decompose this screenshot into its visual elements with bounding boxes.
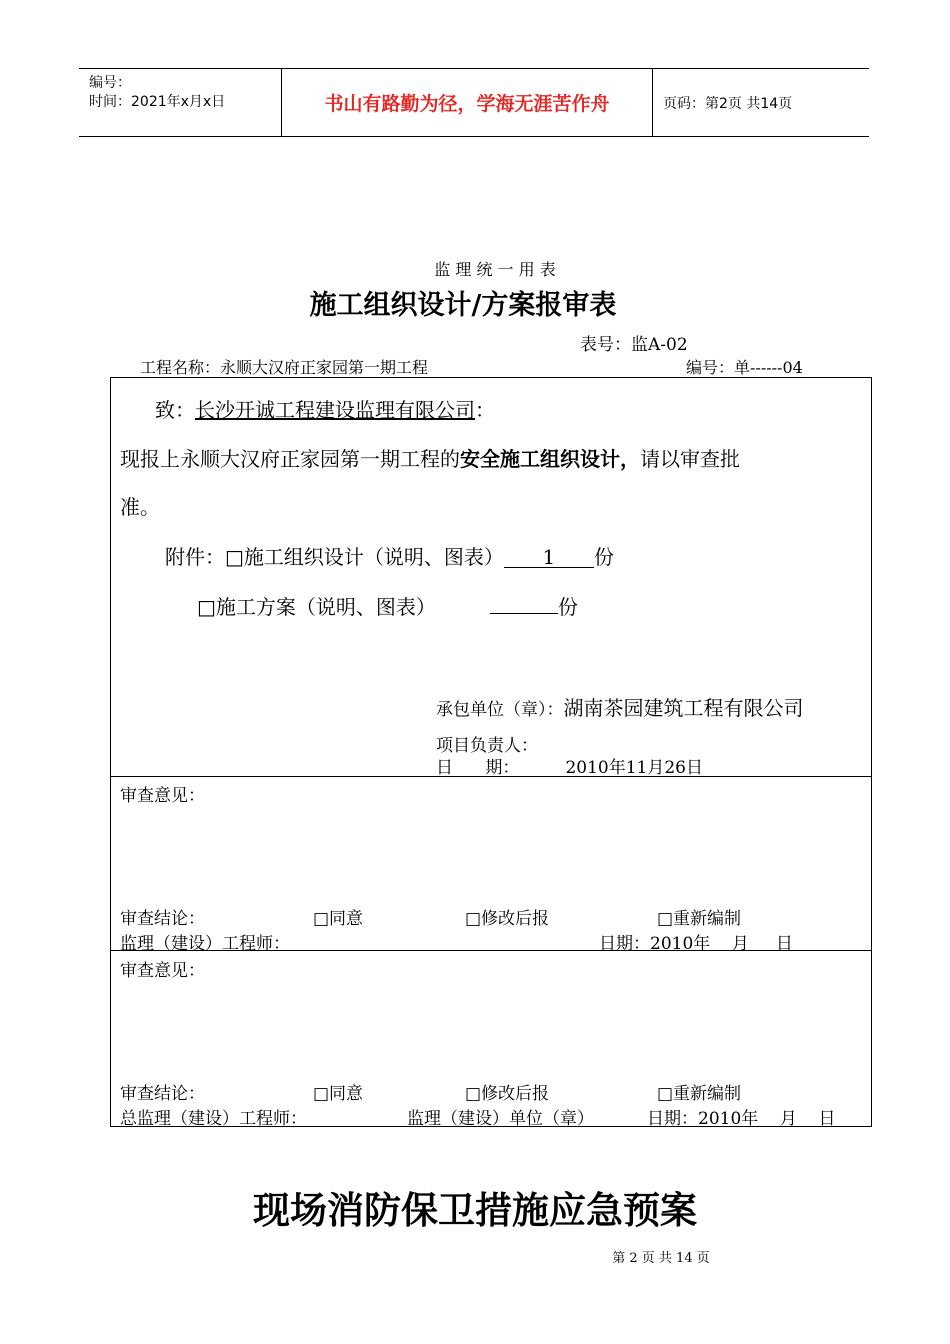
- page-header: [79, 68, 869, 137]
- attachment-1: 附件：□施工组织设计（说明、图表） 1 份: [165, 545, 614, 569]
- addressee-company: 长沙开诚工程建设监理有限公司: [195, 398, 475, 422]
- option-redo: □重新编制: [657, 1084, 742, 1104]
- option-redo: □重新编制: [657, 909, 742, 929]
- doc-subtitle: 监 理 统 一 用 表: [434, 260, 556, 279]
- option-agree: □同意: [313, 909, 364, 929]
- submission-text: 现报上永顺大汉府正家园第一期工程的安全施工组织设计，请以审查批: [120, 447, 740, 471]
- project-name: 工程名称：永顺大汉府正家园第一期工程: [140, 358, 429, 377]
- review-form: [110, 377, 872, 1127]
- page-footer: 第 2 页 共 14 页: [612, 1251, 710, 1266]
- unit-seal-label: 监理（建设）单位（章）: [407, 1109, 594, 1129]
- review-date: 日期：2010年 月 日: [647, 1109, 836, 1129]
- attachment-2: □施工方案（说明、图表） 份: [197, 595, 578, 619]
- opinion-label: 审查意见：: [120, 786, 205, 806]
- review-date: 日期：2010年 月 日: [599, 934, 793, 954]
- header-meta-cell: [79, 69, 282, 136]
- attachment-1-count: 1: [504, 547, 594, 568]
- addressee: 致：长沙开诚工程建设监理有限公司：: [155, 398, 495, 422]
- contractor: 承包单位（章）：湖南茶园建筑工程有限公司: [436, 696, 804, 720]
- time-label: 时间：2021年x月x日: [89, 94, 226, 110]
- conclusion-label: 审查结论：: [120, 1084, 205, 1104]
- motto: 书山有路勤为径，学海无涯苦作舟: [282, 69, 653, 136]
- project-manager-label: 项目负责人：: [436, 736, 538, 756]
- number-label: 编号：: [89, 75, 131, 91]
- form-number: 表号：监A-02: [580, 335, 688, 355]
- doc-title: 施工组织设计/方案报审表: [309, 290, 617, 321]
- chief-engineer-label: 总监理（建设）工程师：: [120, 1109, 307, 1129]
- attachment-2-count: [490, 613, 558, 614]
- engineer-label: 监理（建设）工程师：: [120, 934, 290, 954]
- option-agree: □同意: [313, 1084, 364, 1104]
- option-modify: □修改后报: [465, 909, 550, 929]
- conclusion-label: 审查结论：: [120, 909, 205, 929]
- serial-number: 编号：单------04: [686, 358, 803, 377]
- page-info: 页码：第2页 共14页: [663, 95, 793, 112]
- submission-date: 日 期： 2010年11月26日: [436, 758, 703, 778]
- option-modify: □修改后报: [465, 1084, 550, 1104]
- section-big-title: 现场消防保卫措施应急预案: [253, 1188, 697, 1232]
- submission-text-line2: 准。: [120, 495, 160, 519]
- opinion-label: 审查意见：: [120, 961, 205, 981]
- contractor-name: 湖南茶园建筑工程有限公司: [563, 696, 804, 720]
